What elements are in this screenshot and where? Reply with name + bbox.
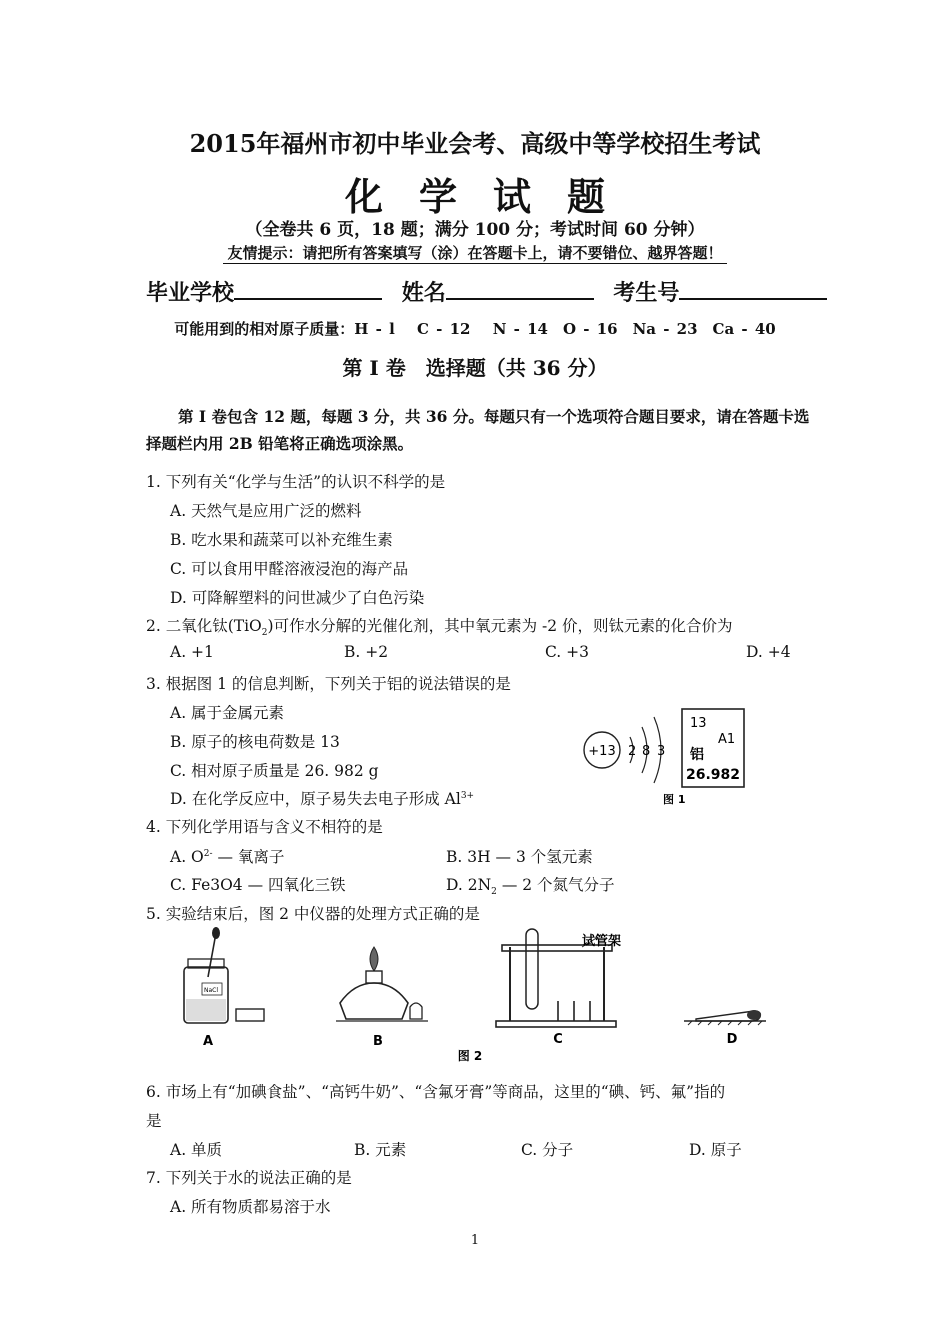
q3-option-a: A. 属于金属元素 (170, 704, 285, 722)
q6-stem-line1: 6. 市场上有“加碘食盐”、“高钙牛奶”、“含氟牙膏”等商品，这里的“碘、钙、氟”指的 (146, 1083, 726, 1101)
apparatus-d-tube (684, 1010, 766, 1047)
q2-option-d: D. +4 (746, 643, 791, 661)
q4-stem: 4. 下列化学用语与含义不相符的是 (146, 818, 383, 836)
exam-no-label: 考生号 (613, 280, 680, 306)
friendly-tip (0, 242, 950, 263)
figure-2-label-c: C (553, 1032, 563, 1047)
apparatus-a-jar (184, 927, 264, 1049)
q5-stem: 5. 实验结束后，图 2 中仪器的处理方式正确的是 (146, 905, 480, 923)
friendly-tip-text: 友情提示：请把所有答案填写（涂）在答题卡上，请不要错位、越界答题！ (223, 244, 726, 264)
element-name: 铝 (690, 747, 704, 763)
q2-stem-post: )可作水分解的光催化剂，其中氧元素为 -2 价，则钛元素的化合价为 (267, 617, 733, 635)
figure-1-caption: 图 1 (663, 793, 686, 806)
q3-option-b: B. 原子的核电荷数是 13 (170, 733, 340, 751)
q2-option-a: A. +1 (170, 643, 214, 661)
nucleus-charge: +13 (588, 744, 616, 759)
q3-stem: 3. 根据图 1 的信息判断，下列关于铝的说法错误的是 (146, 675, 511, 693)
q4-option-b: B. 3H — 3 个氢元素 (446, 848, 593, 866)
page-number: 1 (470, 1233, 480, 1248)
q3-option-d (170, 787, 474, 809)
q6-option-c: C. 分子 (521, 1141, 574, 1159)
subject-title: 化学试题 (344, 174, 641, 219)
q7-option-a: A. 所有物质都易溶于水 (170, 1198, 331, 1216)
section-title: 第 I 卷 选择题（共 36 分） (342, 356, 608, 380)
element-atomic-number: 13 (690, 716, 707, 731)
element-symbol: A1 (718, 732, 736, 747)
shell-electrons-1: 2 (628, 744, 637, 759)
q4-option-d-pre: D. 2N (446, 876, 492, 894)
q1-option-b: B. 吃水果和蔬菜可以补充维生素 (170, 531, 393, 549)
q3-option-d-text: D. 在化学反应中，原子易失去电子形成 Al (170, 790, 461, 808)
q6-option-a: A. 单质 (170, 1141, 223, 1159)
q2-stem-sub: 2 (261, 628, 268, 639)
q4-option-a (170, 845, 284, 867)
jar-label: NaCl (204, 987, 219, 994)
figure-2-label-a: A (202, 1034, 214, 1049)
q1-option-c: C. 可以食用甲醛溶液浸泡的海产品 (170, 560, 409, 578)
q2-stem-pre: 2. 二氧化钛(TiO (146, 617, 262, 635)
q6-stem-line2: 是 (146, 1112, 162, 1130)
atomic-masses: 可能用到的相对原子质量：H - l C - 12 N - 14 O - 16 Na - 23 Ca - 40 (174, 320, 776, 338)
q2-stem (146, 614, 733, 638)
q1-option-d: D. 可降解塑料的问世减少了白色污染 (170, 589, 425, 607)
name-blank[interactable] (446, 278, 594, 300)
rack-label: 试管架 (582, 934, 622, 949)
figure-2-caption: 图 2 (457, 1049, 483, 1063)
exam-no-blank[interactable] (679, 278, 827, 300)
q6-option-b: B. 元素 (354, 1141, 407, 1159)
shell-electrons-3: 3 (657, 744, 666, 759)
element-mass: 26.982 (686, 767, 741, 783)
school-blank[interactable] (234, 278, 382, 300)
school-label: 毕业学校 (146, 280, 235, 306)
q4-option-d-post: — 2 个氮气分子 (496, 876, 615, 894)
apparatus-c-rack (496, 929, 621, 1047)
q6-option-d: D. 原子 (689, 1141, 742, 1159)
name-label: 姓名 (401, 280, 446, 306)
exam-info: （全卷共 6 页，18 题；满分 100 分；考试时间 60 分钟） (245, 220, 705, 240)
q4-option-c: C. Fe3O4 — 四氧化三铁 (170, 876, 346, 894)
figure-2-label-b: B (373, 1034, 383, 1049)
q4-option-d-sub: 2 (491, 887, 497, 898)
q4-option-a-post: — 氧离子 (212, 848, 285, 866)
q7-stem: 7. 下列关于水的说法正确的是 (146, 1169, 352, 1187)
q4-option-a-pre: A. O (170, 848, 204, 866)
q1-stem: 1. 下列有关“化学与生活”的认识不科学的是 (146, 473, 446, 491)
section-instruction: 第 I 卷包含 12 题，每题 3 分，共 36 分。每题只有一个选项符合题目要求，请在答题卡选择题栏内用 2B 铅笔将正确选项涂黑。 (146, 407, 810, 453)
q3-option-c: C. 相对原子质量是 26. 982 g (170, 762, 379, 780)
apparatus-b-lamp (336, 947, 428, 1049)
q4-option-d (446, 873, 615, 897)
exam-title: 2015年福州市初中毕业会考、高级中等学校招生考试 (189, 129, 761, 158)
figure-2-apparatus (170, 925, 770, 1065)
q2-option-c: C. +3 (545, 643, 590, 661)
q1-option-a: A. 天然气是应用广泛的燃料 (170, 502, 362, 520)
figure-2-label-d: D (726, 1032, 738, 1047)
figure-1-aluminum (578, 705, 748, 810)
q2-option-b: B. +2 (344, 643, 389, 661)
q4-option-a-sup: 2- (203, 848, 213, 859)
student-fields (146, 276, 839, 307)
shell-electrons-2: 8 (642, 744, 651, 759)
q3-option-d-sup: 3+ (460, 790, 475, 801)
